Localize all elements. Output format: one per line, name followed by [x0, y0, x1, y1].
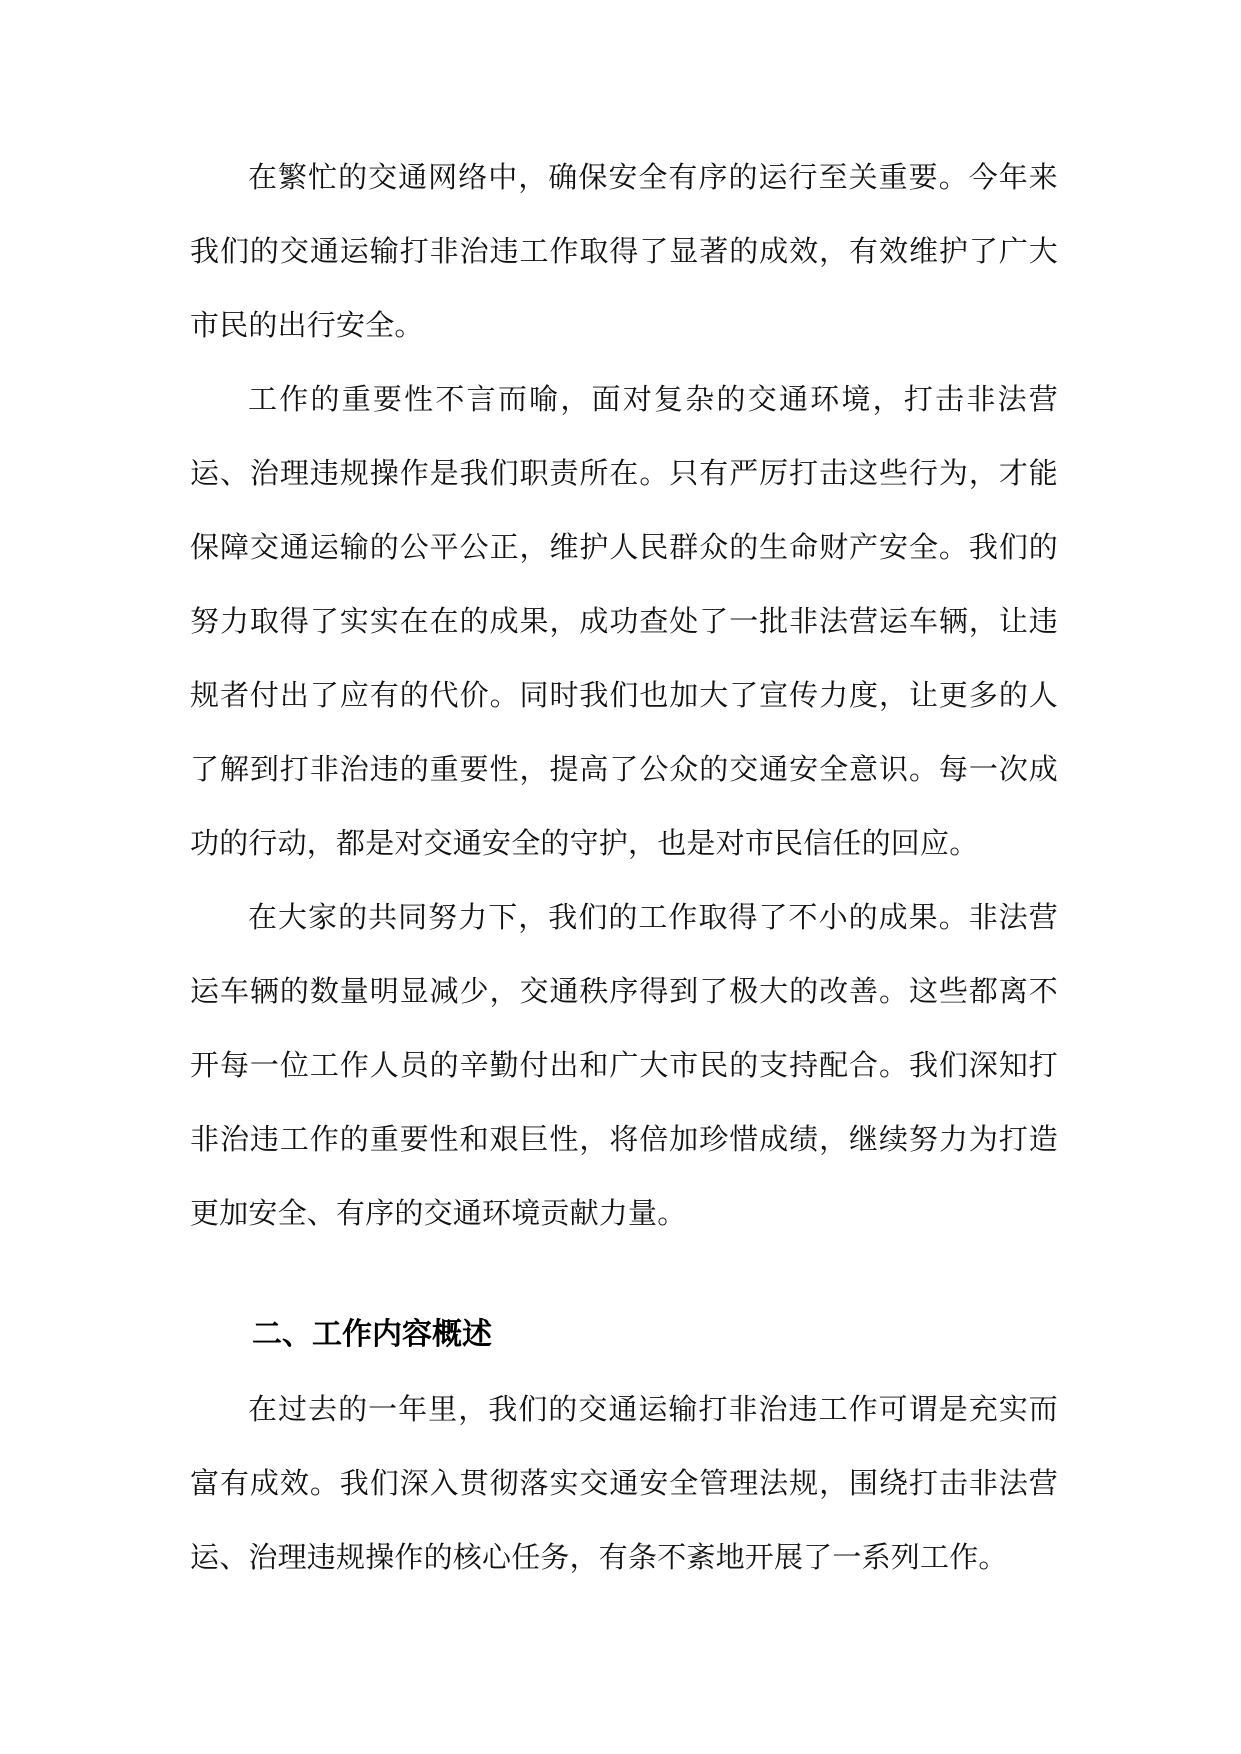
paragraph: 工作的重要性不言而喻，面对复杂的交通环境，打击非法营运、治理违规操作是我们职责所在。只有严厉打击这些行为，才能保障交通运输的公平公正，维护人民群众的生命财产安全。我们的努力取得了实实在在的成果，成功查处了一批非法营运车辆，让违规者付出了应有的代价。同时我们也加大了宣传力度，让更多的人了解到打非治违的重要性，提高了公众的交通安全意识。每一次成功的行动，都是对交通安全的守护，也是对市民信任的回应。: [190, 382, 1058, 860]
paragraph: 在过去的一年里，我们的交通运输打非治违工作可谓是充实而富有成效。我们深入贯彻落实交通安全管理法规，围绕打击非法营运、治理违规操作的核心任务，有条不紊地开展了一系列工作。: [190, 1392, 1058, 1574]
section-heading: 二、工作内容概述: [252, 1317, 492, 1352]
paragraph: 在繁忙的交通网络中，确保安全有序的运行至关重要。今年来我们的交通运输打非治违工作取得了显著的成效，有效维护了广大市民的出行安全。: [190, 160, 1058, 342]
document-body: [190, 140, 1058, 1594]
paragraph: 在大家的共同努力下，我们的工作取得了不小的成果。非法营运车辆的数量明显减少，交通秩序得到了极大的改善。这些都离不开每一位工作人员的辛勤付出和广大市民的支持配合。我们深知打非治违工作的重要性和艰巨性，将倍加珍惜成绩，继续努力为打造更加安全、有序的交通环境贡献力量。: [190, 900, 1058, 1230]
